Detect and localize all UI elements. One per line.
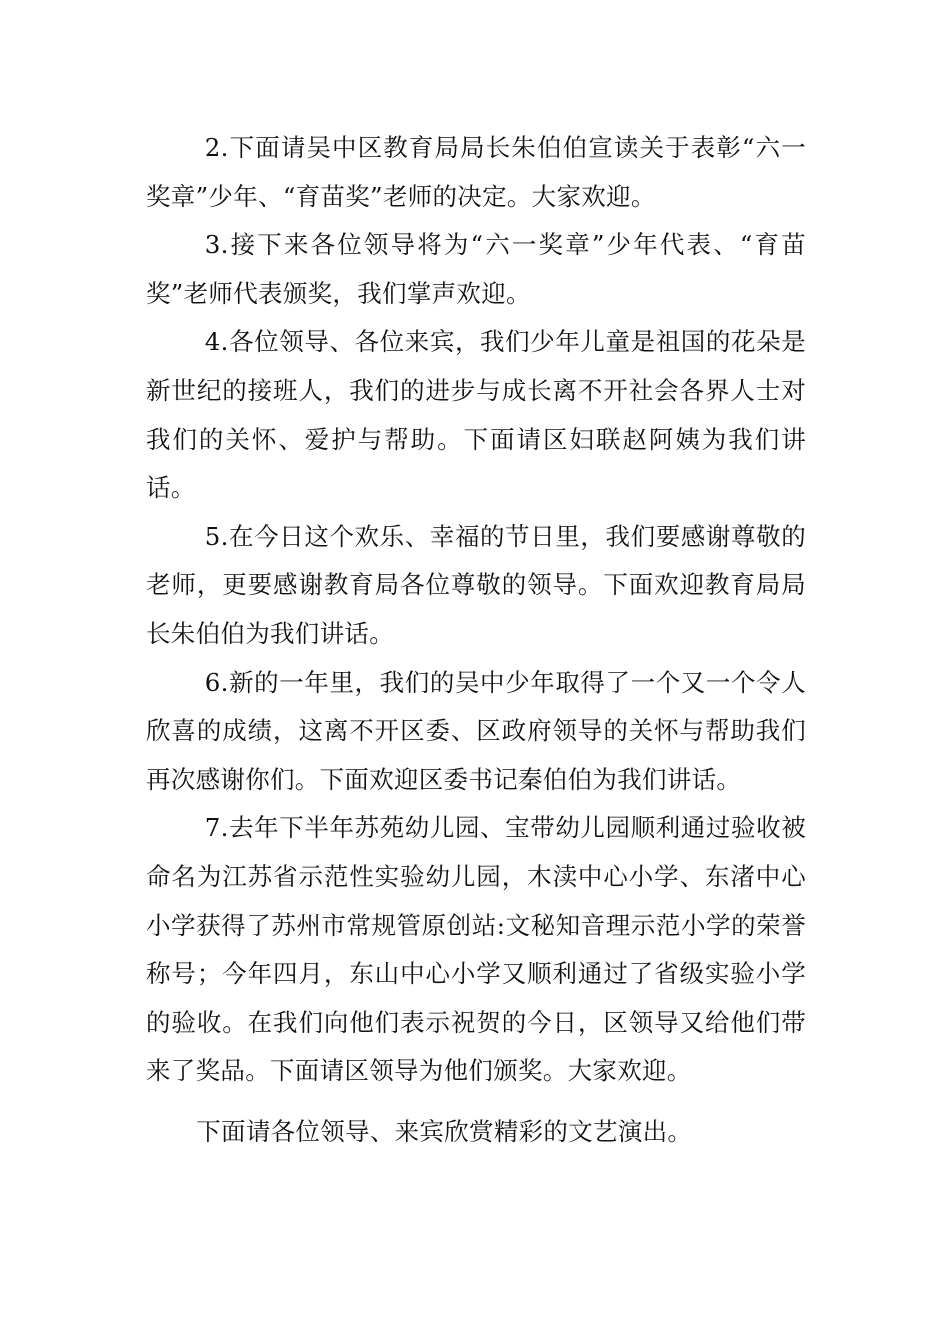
paragraph-5: 5.在今日这个欢乐、幸福的节日里，我们要感谢尊敬的老师，更要感谢教育局各位尊敬的领导。下面欢迎教育局局长朱伯伯为我们讲话。: [146, 521, 806, 648]
paragraph-6: 6.新的一年里，我们的吴中少年取得了一个又一个令人欣喜的成绩，这离不开区委、区政府领导的关怀与帮助我们再次感谢你们。下面欢迎区委书记秦伯伯为我们讲话。: [146, 667, 806, 794]
paragraph-3: 3.接下来各位领导将为“六一奖章”少年代表、“育苗奖”老师代表颁奖，我们掌声欢迎。: [146, 230, 806, 308]
paragraph-4: 4.各位领导、各位来宾，我们少年儿童是祖国的花朵是新世纪的接班人，我们的进步与成长离不开社会各界人士对我们的关怀、爱护与帮助。下面请区妇联赵阿姨为我们讲话。: [146, 327, 806, 503]
paragraph-2: 2.下面请吴中区教育局局长朱伯伯宣读关于表彰“六一奖章”少年、“育苗奖”老师的决定。大家欢迎。: [146, 133, 806, 211]
document-body: [146, 124, 806, 1156]
paragraph-7: 7.去年下半年苏苑幼儿园、宝带幼儿园顺利通过验收被命名为江苏省示范性实验幼儿园，木渎中心小学、东渚中心小学获得了苏州市常规管原创站:文秘知音理示范小学的荣誉称号；今年四月，东山中心小学又顺利通过了省级实验小学的验收。在我们向他们表示祝贺的今日，区领导又给他们带来了奖品。下面请区领导为他们颁奖。大家欢迎。: [146, 813, 806, 1086]
closing-paragraph: 下面请各位领导、来宾欣赏精彩的文艺演出。: [196, 1116, 693, 1146]
